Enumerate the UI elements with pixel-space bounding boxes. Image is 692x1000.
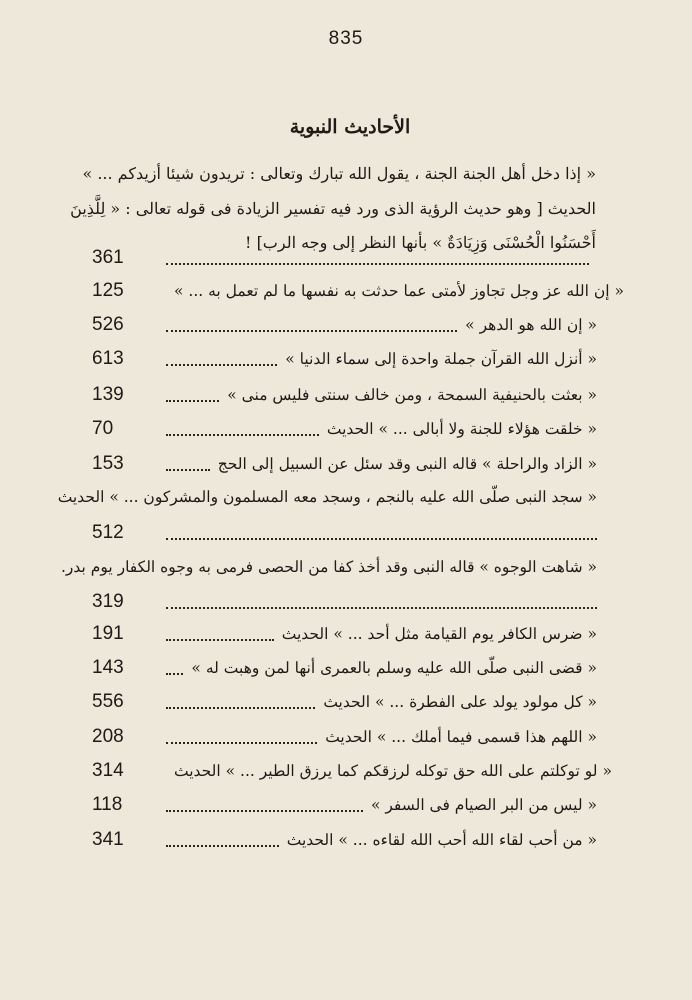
entry-page: 118 bbox=[92, 794, 123, 815]
index-entry bbox=[92, 246, 597, 270]
entry-text: « إن الله عز وجل تجاوز لأمتى عما حدثت به نفسها ما لم تعمل به ... » bbox=[174, 282, 624, 300]
leader-dots bbox=[166, 707, 315, 709]
entry-text: « ليس من البر الصيام فى السفر » bbox=[370, 796, 597, 814]
entry-text: « قضى النبى صلّى الله عليه وسلم بالعمرى أنها لمن وهبت له » bbox=[191, 659, 597, 677]
entry-page: 512 bbox=[92, 522, 124, 543]
leader-dots bbox=[166, 434, 319, 436]
leader-dots bbox=[166, 364, 277, 366]
section-title: الأحاديث النبوية bbox=[289, 116, 411, 138]
entry-text: « كل مولود يولد على الفطرة ... » الحديث bbox=[323, 693, 597, 711]
index-entry bbox=[92, 690, 597, 714]
leader-dots bbox=[166, 639, 274, 641]
entry-page: 153 bbox=[92, 453, 124, 474]
index-entry bbox=[92, 793, 597, 817]
entry-text: « الزاد والراحلة » قاله النبى وقد سئل عن السبيل إلى الحج bbox=[217, 455, 597, 473]
entry-page: 143 bbox=[92, 657, 124, 678]
leader-dots bbox=[166, 400, 219, 402]
entry-page: 70 bbox=[92, 418, 114, 439]
entry-text: « إن الله هو الدهر » bbox=[465, 316, 597, 334]
entry-page: 125 bbox=[92, 280, 124, 301]
entry-page: 556 bbox=[92, 691, 124, 712]
entry-text: « من أحب لقاء الله أحب الله لقاءه ... » الحديث bbox=[286, 831, 597, 849]
index-entry bbox=[92, 452, 597, 476]
entry-page: 191 bbox=[92, 623, 124, 644]
index-entry bbox=[92, 417, 597, 441]
leader-dots bbox=[166, 538, 597, 540]
leader-dots bbox=[166, 263, 589, 265]
leader-dots bbox=[166, 673, 183, 675]
index-entry bbox=[92, 347, 597, 371]
index-entry bbox=[92, 590, 597, 614]
page-number: 835 bbox=[328, 28, 364, 49]
index-entry bbox=[92, 656, 597, 680]
entry-page: 139 bbox=[92, 384, 124, 405]
entry-page: 613 bbox=[92, 348, 124, 369]
entry-page: 341 bbox=[92, 829, 124, 850]
index-entry bbox=[92, 313, 597, 337]
leader-dots bbox=[166, 810, 363, 812]
leader-dots bbox=[166, 742, 317, 744]
index-entry bbox=[92, 279, 624, 303]
leader-dots bbox=[166, 845, 279, 847]
entry-text: « سجد النبى صلّى الله عليه بالنجم ، وسجد معه المسلمون والمشركون ... » الحديث bbox=[57, 488, 597, 506]
entry-page: 361 bbox=[92, 247, 124, 268]
index-entry bbox=[92, 521, 597, 545]
entry-page: 208 bbox=[92, 726, 124, 747]
leader-dots bbox=[166, 607, 597, 609]
entry-text: « بعثت بالحنيفية السمحة ، ومن خالف سنتى فليس منى » bbox=[227, 386, 597, 404]
entry-page: 319 bbox=[92, 591, 124, 612]
leader-dots bbox=[166, 330, 457, 332]
entry-page: 314 bbox=[92, 760, 124, 781]
intro-line: أَحْسَنُوا الْحُسْنَى وَزِيَادَةٌ » بأنها النظر إلى وجه الرب] ! bbox=[245, 233, 596, 252]
entry-text: « أنزل الله القرآن جملة واحدة إلى سماء الدنيا » bbox=[285, 350, 597, 368]
entry-text: « اللهم هذا قسمى فيما أملك ... » الحديث bbox=[325, 728, 597, 746]
index-entry bbox=[92, 828, 597, 852]
entry-text: « لو توكلتم على الله حق توكله لرزقكم كما يرزق الطير ... » الحديث bbox=[174, 762, 612, 780]
entry-page: 526 bbox=[92, 314, 124, 335]
leader-dots bbox=[166, 469, 210, 471]
index-entry bbox=[92, 622, 597, 646]
index-entry bbox=[92, 759, 612, 783]
index-entry bbox=[92, 725, 597, 749]
intro-line: « إذا دخل أهل الجنة الجنة ، يقول الله تبارك وتعالى : تريدون شيئا أزيدكم ... » bbox=[82, 164, 596, 183]
entry-text: « شاهت الوجوه » قاله النبى وقد أخذ كفا من الحصى فرمى به وجوه الكفار يوم بدر. bbox=[60, 558, 597, 576]
index-entry bbox=[92, 383, 597, 407]
entry-text: « ضرس الكافر يوم القيامة مثل أحد ... » الحديث bbox=[281, 625, 597, 643]
entry-text: « خلقت هؤلاء للجنة ولا أبالى ... » الحديث bbox=[326, 420, 597, 438]
intro-line: الحديث [ وهو حديث الرؤية الذى ورد فيه تفسير الزيادة فى قوله تعالى : « لِلَّذِينَ bbox=[70, 199, 596, 218]
